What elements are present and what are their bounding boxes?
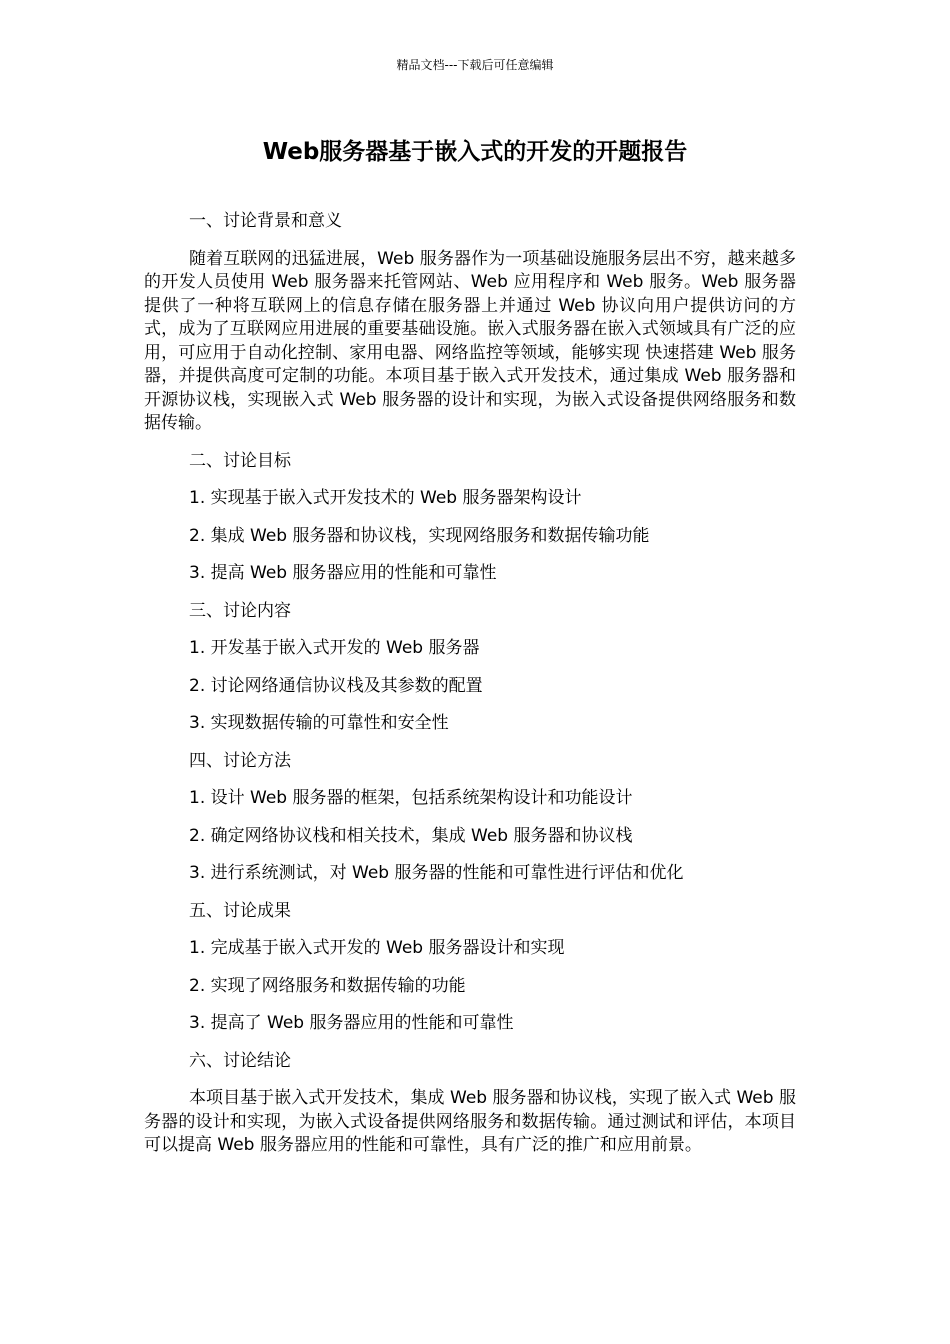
section-heading-conclusion: 六、讨论结论 bbox=[189, 1050, 291, 1071]
background-paragraph: 随着互联网的迅猛进展，Web 服务器作为一项基础设施服务层出不穷，越来越多的开发人员使用 Web 服务器来托管网站、Web 应用程序和 Web 服务。Web 服务器提供了一种将互联网上的信息存储在服务器上并通过 Web 协议向用户提供访问的方式，成为了互联网应用进展的重要基础设施。嵌入式服务器在嵌入式领域具有广泛的应用，可应用于自动化控制、家用电器、网络监控等领域，能够实现 快速搭建 Web 服务器，并提供高度可定制的功能。本项目基于嵌入式开发技术，通过集成 Web 服务器和开源协议栈，实现嵌入式 Web 服务器的设计和实现，为嵌入式设备提供网络服务和数据传输。 bbox=[144, 248, 796, 433]
method-item-2: 2. 确定网络协议栈和相关技术，集成 Web 服务器和协议栈 bbox=[189, 825, 633, 846]
content-item-1: 1. 开发基于嵌入式开发的 Web 服务器 bbox=[189, 638, 480, 658]
content-item-3: 3. 实现数据传输的可靠性和安全性 bbox=[189, 713, 449, 733]
section-heading-goals: 二、讨论目标 bbox=[189, 450, 291, 471]
document-body bbox=[144, 210, 796, 1158]
goal-item-2: 2. 集成 Web 服务器和协议栈，实现网络服务和数据传输功能 bbox=[189, 525, 650, 546]
conclusion-paragraph: 本项目基于嵌入式开发技术，集成 Web 服务器和协议栈，实现了嵌入式 Web 服务器的设计和实现，为嵌入式设备提供网络服务和数据传输。通过测试和评估，本项目可以提高 Web 服务器应用的性能和可靠性，具有广泛的推广和应用前景。 bbox=[144, 1088, 796, 1155]
content-item-2: 2. 讨论网络通信协议栈及其参数的配置 bbox=[189, 675, 483, 696]
section-heading-results: 五、讨论成果 bbox=[189, 900, 291, 921]
section-heading-methods: 四、讨论方法 bbox=[189, 750, 291, 771]
method-item-1: 1. 设计 Web 服务器的框架，包括系统架构设计和功能设计 bbox=[189, 788, 633, 808]
section-heading-background: 一、讨论背景和意义 bbox=[189, 211, 342, 231]
result-item-1: 1. 完成基于嵌入式开发的 Web 服务器设计和实现 bbox=[189, 938, 565, 958]
goal-item-3: 3. 提高 Web 服务器应用的性能和可靠性 bbox=[189, 563, 497, 583]
goal-item-1: 1. 实现基于嵌入式开发技术的 Web 服务器架构设计 bbox=[189, 488, 582, 508]
result-item-2: 2. 实现了网络服务和数据传输的功能 bbox=[189, 975, 466, 996]
document-title: Web服务器基于嵌入式的开发的开题报告 bbox=[262, 139, 688, 165]
section-heading-content: 三、讨论内容 bbox=[189, 600, 291, 621]
result-item-3: 3. 提高了 Web 服务器应用的性能和可靠性 bbox=[189, 1013, 514, 1033]
method-item-3: 3. 进行系统测试，对 Web 服务器的性能和可靠性进行评估和优化 bbox=[189, 863, 684, 883]
page-header: 精品文档---下载后可任意编辑 bbox=[396, 58, 554, 72]
